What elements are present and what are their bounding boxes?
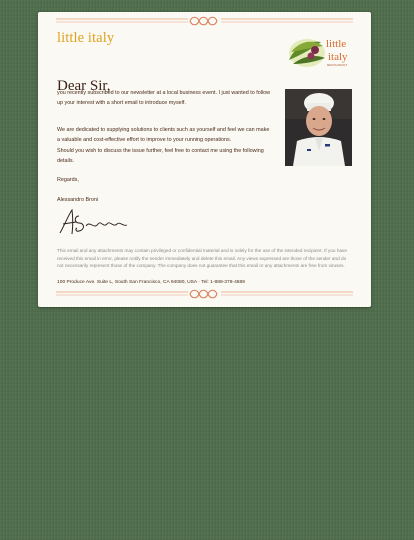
logo-word-little: little xyxy=(326,38,347,50)
brand-name: little italy xyxy=(57,30,115,46)
email-disclaimer: This email and any attachments may contain privileged or confidential material and is solely for the use of the intended recipient. If you have received this email in error, please notify the sender immediately and delete this email. Any views expressed are those of the sender and do not necessarily represent those of the company. The company does not guarantee that this email or any attachments are free from viruses. xyxy=(57,248,348,269)
sender-photo xyxy=(285,89,352,166)
logo-word-italy: italy xyxy=(328,51,348,63)
contact-address: 100 Produce Ave. Suite L, South San Francisco, CA 94080, USA · Tel: 1-888-378-4689 xyxy=(57,280,245,285)
logo-tagline: RESTAURANT xyxy=(327,63,348,67)
paragraph-3: Should you wish to discuss the issue further, feel free to contact me using the following details. xyxy=(57,148,264,164)
bottom-ornament xyxy=(56,288,353,300)
greeting: Dear Sir, xyxy=(57,78,111,94)
closing: Regards, xyxy=(57,177,79,183)
handwritten-signature xyxy=(57,206,132,238)
paragraph-1: you recently subscribed to our newsletter at a local business event. I just wanted to follow up your interest with a short email to introduce myself. xyxy=(57,90,271,106)
restaurant-logo xyxy=(285,32,355,74)
email-card xyxy=(38,12,371,307)
sender-name: Alessandro Broni xyxy=(57,197,99,203)
paragraph-2: We are dedicated to supplying solutions to clients such as yourself and feel we can make a valuable and cost-effective effort to improve to your running operations. xyxy=(57,127,270,143)
top-ornament xyxy=(56,15,353,27)
